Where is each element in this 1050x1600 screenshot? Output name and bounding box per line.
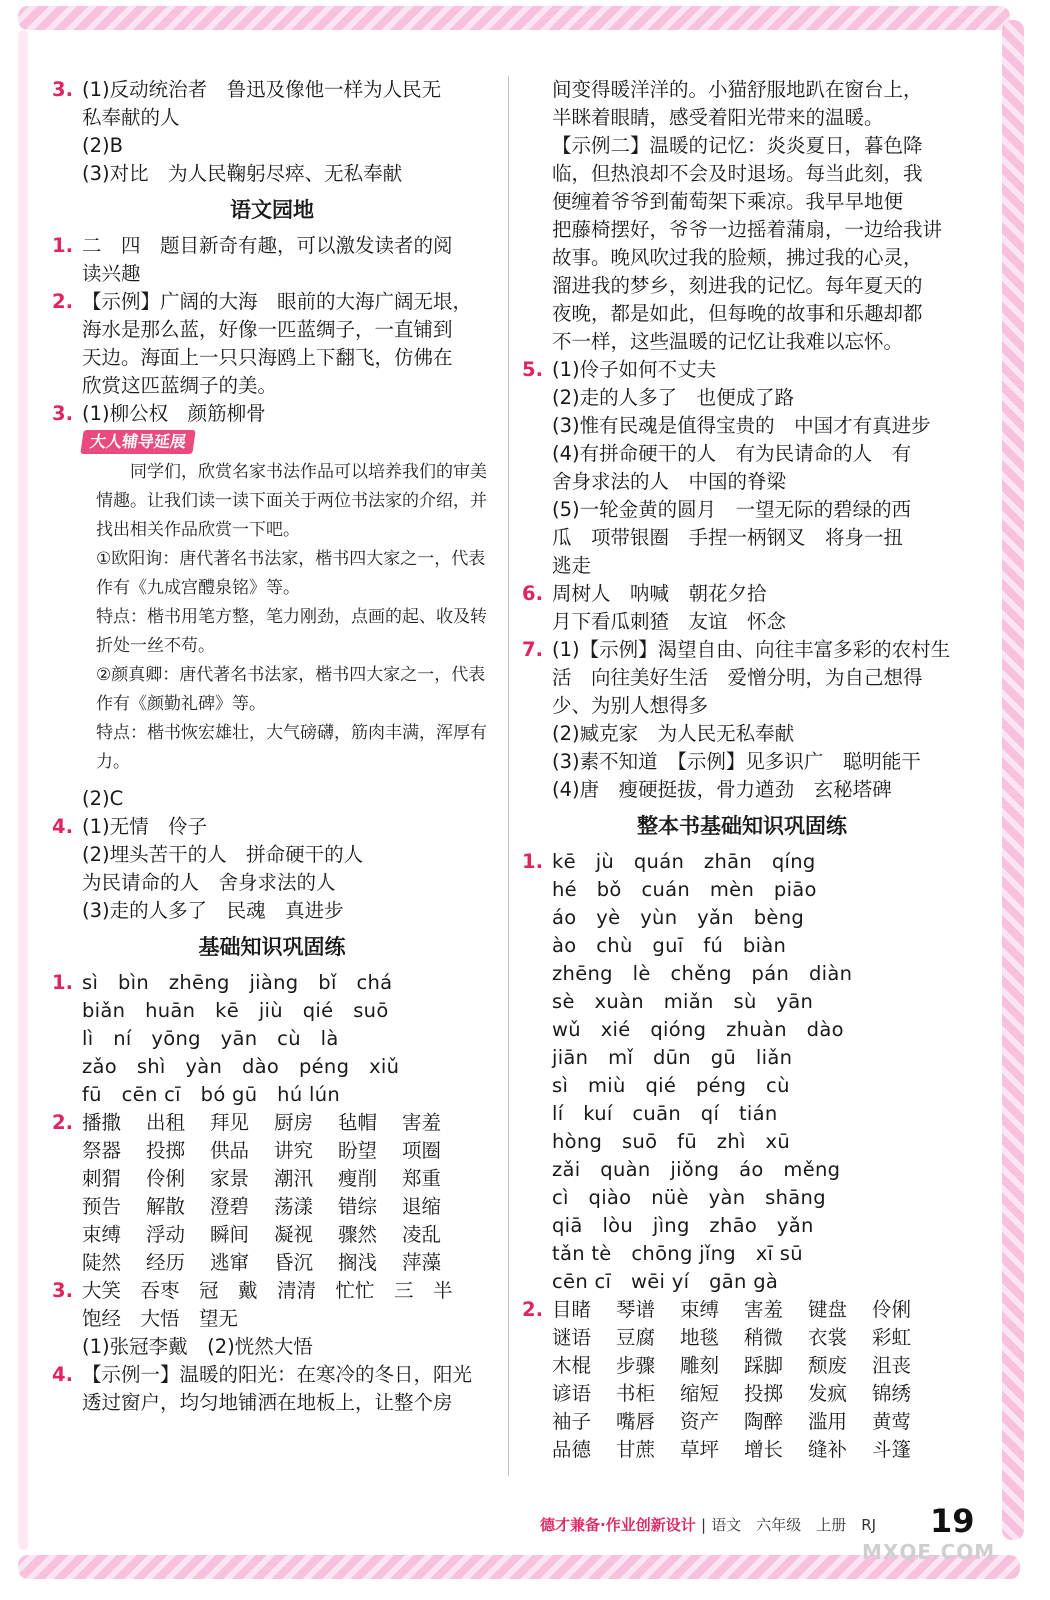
word-cell: 预告 [82, 1195, 122, 1218]
yuandi-answer-4: 4. (1)无情 伶子 (2)埋头苦干的人 拼命硬干的人 为民请命的人 舍身求法的人 (3)走的人多了 民魂 真进步 [52, 815, 364, 922]
word-cell: 甘蔗 [616, 1438, 656, 1461]
section-title-whole-book: 整本书基础知识巩固练 [637, 814, 847, 838]
word-cell: 稍微 [744, 1326, 784, 1349]
left-column [52, 76, 492, 1417]
jichu-answer-4: 4. 【示例一】温暖的阳光：在寒冷的冬日，阳光 透过窗户，均匀地铺洒在地板上，让整个房 [52, 1363, 473, 1414]
word-cell: 缩短 [680, 1382, 720, 1405]
word-cell: 彩虹 [872, 1326, 912, 1349]
pinyin-line: ào chù guī fú biàn [552, 934, 787, 957]
decorative-border-right [1002, 20, 1024, 1540]
word-cell: 投掷 [146, 1139, 186, 1162]
word-cell: 地毯 [680, 1326, 720, 1349]
pinyin-line: sì bìn zhēng jiàng bǐ chá [82, 971, 393, 994]
footer-separator: | [700, 1516, 706, 1534]
jichu-answer-4-continued: 间变得暖洋洋的。小猫舒服地趴在窗台上， 半眯着眼睛，感受着阳光带来的温暖。 【示例二】温暖的记忆：炎炎夏日，暮色降 临，但热浪却不会及时退场。每当此刻，我 便缠着爷爷到葡萄架下乘凉。我早早地便 把藤椅摆好，爷爷一边摇着蒲扇，一边给我讲 故事。晚风吹过我的脸颊，拂过我的心灵， 溜进我的梦乡，刻进我的记忆。每年夏天的 夜晚，都是如此，但每晚的故事和乐趣却都 不一样，这些温暖的记忆让我难以忘怀。 [552, 78, 943, 353]
word-cell: 荡漾 [274, 1195, 314, 1218]
word-cell: 袖子 [552, 1410, 592, 1433]
pinyin-line: zǎo shì yàn dào péng xiǔ [82, 1055, 400, 1078]
pinyin-line: jiān mǐ dūn gū liǎn [552, 1046, 793, 1069]
pinyin-line: áo yè yùn yǎn bèng [552, 906, 805, 929]
word-cell: 害羞 [744, 1298, 784, 1321]
pinyin-line: hé bǒ cuán mèn piāo [552, 878, 817, 901]
word-cell: 颓废 [808, 1354, 848, 1377]
word-cell: 缝补 [808, 1438, 848, 1461]
word-cell: 退缩 [402, 1195, 442, 1218]
jichu-answer-6: 6. 周树人 呐喊 朝花夕拾 月下看瓜刺猹 友谊 怀念 [522, 582, 787, 633]
decorative-border-top [18, 6, 1010, 30]
yuandi-answer-2: 2. 【示例】广阔的大海 眼前的大海广阔无垠， 海水是那么蓝，好像一匹蓝绸子，一直铺到 天边。海面上一只只海鸥上下翻飞，仿佛在 欣赏这匹蓝绸子的美。 [52, 290, 473, 397]
jichu-answer-1: 1. sì bìn zhēng jiàng bǐ chá biǎn huān kē jiù qié suō lì ní yōng yān cù là zǎo shì yàn dào péng xiǔ fū cēn cī bó gū hú lún [52, 969, 492, 1109]
word-cell: 发疯 [808, 1382, 848, 1405]
page-number: 19 [930, 1502, 975, 1540]
word-cell: 谜语 [552, 1326, 592, 1349]
pinyin-line: lí kuí cuān qí tián [552, 1102, 778, 1125]
jichu-answer-7: 7. (1)【示例】渴望自由、向往丰富多彩的农村生 活 向往美好生活 爱憎分明，为自己想得 少、为别人想得多 (2)臧克家 为人民无私奉献 (3)素不知道 【示例】见多识广 聪明能干 (4)唐 瘦硬挺拔，骨力遒劲 玄秘塔碑 [522, 638, 951, 801]
word-cell: 沮丧 [872, 1354, 912, 1377]
word-cell: 斗篷 [872, 1438, 912, 1461]
word-cell: 豆腐 [616, 1326, 656, 1349]
word-cell: 滥用 [808, 1410, 848, 1433]
word-cell: 目睹 [552, 1298, 592, 1321]
answer-3-previous: 3. (1)反动统治者 鲁迅及像他一样为人民无 私奉献的人 (2)B (3)对比 为人民鞠躬尽瘁、无私奉献 [52, 78, 442, 185]
word-cell: 书柜 [616, 1382, 656, 1405]
word-cell: 陶醉 [744, 1410, 784, 1433]
yuandi-answer-3-part2: (2)C [82, 787, 124, 810]
word-cell: 澄碧 [210, 1195, 250, 1218]
word-cell: 步骤 [616, 1354, 656, 1377]
whole-answer-2: 2. 目睹 琴谱 束缚 害羞 键盘 伶俐 谜语 豆腐 地毯 稍微 衣裳 彩虹 木棍 步骤 雕刻 踩脚 颓废 沮丧 谚语 书柜 缩短 投掷 发疯 锦绣 袖子 嘴唇 资产 陶醉 滥用 黄莺 品德 甘蔗 草坪 增长 缝补 斗篷 [522, 1296, 962, 1464]
footer-brand: 德才兼备·作业创新设计 [540, 1516, 696, 1534]
word-cell: 伶俐 [146, 1167, 186, 1190]
word-cell: 供品 [210, 1139, 250, 1162]
word-cell: 陡然 [82, 1251, 122, 1274]
word-cell: 搁浅 [338, 1251, 378, 1274]
word-cell: 凝视 [274, 1223, 314, 1246]
right-column [522, 76, 962, 1464]
pinyin-line: wǔ xié qióng zhuàn dào [552, 1018, 844, 1041]
pinyin-line: fū cēn cī bó gū hú lún [82, 1083, 341, 1106]
jichu-answer-2: 2. 播撒 出租 拜见 厨房 毡帽 害羞 祭器 投掷 供品 讲究 盼望 项圈 刺猬 伶俐 家景 潮汛 瘦削 郑重 预告 解散 澄碧 荡漾 错综 退缩 束缚 浮动 瞬间 凝视 骤然 凌乱 陡然 经历 逃窜 昏沉 搁浅 萍藻 [52, 1109, 492, 1277]
word-cell: 木棍 [552, 1354, 592, 1377]
pinyin-line: hòng suō fū zhì xū [552, 1130, 791, 1153]
word-cell: 逃窜 [210, 1251, 250, 1274]
word-cell: 拜见 [210, 1111, 250, 1134]
word-grid [82, 1109, 492, 1277]
pinyin-line: cì qiào nüè yàn shāng [552, 1186, 826, 1209]
word-cell: 刺猬 [82, 1167, 122, 1190]
word-cell: 品德 [552, 1438, 592, 1461]
word-cell: 琴谱 [616, 1298, 656, 1321]
word-cell: 潮汛 [274, 1167, 314, 1190]
word-cell: 经历 [146, 1251, 186, 1274]
word-cell: 播撒 [82, 1111, 122, 1134]
word-cell: 嘴唇 [616, 1410, 656, 1433]
word-cell: 讲究 [274, 1139, 314, 1162]
section-title-jichu: 基础知识巩固练 [198, 935, 346, 959]
word-cell: 雕刻 [680, 1354, 720, 1377]
pinyin-line: sè xuàn miǎn sù yān [552, 990, 814, 1013]
decorative-border-left [18, 30, 28, 1550]
word-cell: 祭器 [82, 1139, 122, 1162]
word-cell: 伶俐 [872, 1298, 912, 1321]
pinyin-line: kē jù quán zhān qíng [552, 850, 816, 873]
word-cell: 浮动 [146, 1223, 186, 1246]
page-footer [540, 1514, 876, 1535]
word-cell: 家景 [210, 1167, 250, 1190]
word-cell: 骤然 [338, 1223, 378, 1246]
word-cell: 瘦削 [338, 1167, 378, 1190]
word-cell: 增长 [744, 1438, 784, 1461]
footer-subject: 语文 六年级 上册 RJ [711, 1516, 877, 1534]
word-cell: 凌乱 [402, 1223, 442, 1246]
extension-tag: 大人辅导延展 [80, 430, 195, 454]
word-cell: 束缚 [680, 1298, 720, 1321]
word-cell: 错综 [338, 1195, 378, 1218]
jichu-answer-3: 3. 大笑 吞枣 冠 戴 清清 忙忙 三 半 饱经 大悟 望无 (1)张冠李戴 (2)恍然大悟 [52, 1279, 453, 1358]
pinyin-line: sì miù qié péng cù [552, 1074, 790, 1097]
pinyin-line: qiā lòu jìng zhāo yǎn [552, 1214, 814, 1237]
yuandi-answer-1: 1. 二 四 题目新奇有趣，可以激发读者的阅 读兴趣 [52, 234, 453, 285]
question-number: 3. [52, 78, 73, 101]
word-cell: 昏沉 [274, 1251, 314, 1274]
jichu-answer-5: 5. (1)伶子如何不丈夫 (2)走的人多了 也便成了路 (3)惟有民魂是值得宝贵的 中国才有真进步 (4)有拼命硬干的人 有为民请命的人 有 舍身求法的人 中国的脊梁 (5)一轮金黄的圆月 一望无际的碧绿的西 瓜 项带银圈 手捏一柄钢叉 将身一扭 逃走 [522, 358, 931, 577]
word-cell: 瞬间 [210, 1223, 250, 1246]
word-cell: 解散 [146, 1195, 186, 1218]
word-cell: 谚语 [552, 1382, 592, 1405]
word-cell: 锦绣 [872, 1382, 912, 1405]
word-cell: 衣裳 [808, 1326, 848, 1349]
section-title-yuwen-yuandi: 语文园地 [230, 198, 314, 222]
word-cell: 投掷 [744, 1382, 784, 1405]
word-cell: 束缚 [82, 1223, 122, 1246]
pinyin-line: zǎi quàn jiǒng áo měng [552, 1158, 841, 1181]
pinyin-line: zhēng lè chěng pán diàn [552, 962, 853, 985]
word-cell: 萍藻 [402, 1251, 442, 1274]
word-grid [552, 1296, 962, 1464]
word-cell: 项圈 [402, 1139, 442, 1162]
watermark: MXQE.COM [862, 1540, 996, 1564]
word-cell: 资产 [680, 1410, 720, 1433]
whole-answer-1: 1. kē jù quán zhān qíng hé bǒ cuán mèn piāo áo yè yùn yǎn bèng ào chù guī fú biàn zhēng lè chěng pán diàn sè xuàn miǎn sù yān wǔ xié qióng zhuàn dào jiān mǐ dūn gū liǎn sì miù qié péng cù lí kuí cuān qí tián hòng suō fū zhì xū zǎi quàn jiǒng áo měng cì qiào nüè yàn shāng qiā lòu jìng zhāo yǎn tǎn tè chōng jǐng xī sū cēn cī wēi yí gān gà [522, 848, 962, 1296]
pinyin-line: lì ní yōng yān cù là [82, 1027, 339, 1050]
word-cell: 草坪 [680, 1438, 720, 1461]
extension-box: 同学们，欣赏名家书法作品可以培养我们的审美情趣。让我们读一读下面关于两位书法家的介绍，并找出相关作品欣赏一下吧。 ①欧阳询：唐代著名书法家，楷书四大家之一，代表作有《九成宫醴泉铭》等。 特点：楷书用笔方整，笔力刚劲，点画的起、收及转折处一丝不苟。 ②颜真卿：唐代著名书法家，楷书四大家之一，代表作有《颜勤礼碑》等。 特点：楷书恢宏雄壮，大气磅礴，筋肉丰满，浑厚有力。 [96, 462, 487, 772]
word-cell: 厨房 [274, 1111, 314, 1134]
word-cell: 郑重 [402, 1167, 442, 1190]
yuandi-answer-3: 3. (1)柳公权 颜筋柳骨 [52, 402, 266, 425]
pinyin-line: tǎn tè chōng jǐng xī sū [552, 1242, 803, 1265]
word-cell: 毡帽 [338, 1111, 378, 1134]
pinyin-line: biǎn huān kē jiù qié suō [82, 999, 389, 1022]
pinyin-line: cēn cī wēi yí gān gà [552, 1270, 779, 1293]
column-divider [508, 76, 509, 1476]
word-cell: 出租 [146, 1111, 186, 1134]
word-cell: 黄莺 [872, 1410, 912, 1433]
word-cell: 害羞 [402, 1111, 442, 1134]
word-cell: 踩脚 [744, 1354, 784, 1377]
word-cell: 键盘 [808, 1298, 848, 1321]
word-cell: 盼望 [338, 1139, 378, 1162]
